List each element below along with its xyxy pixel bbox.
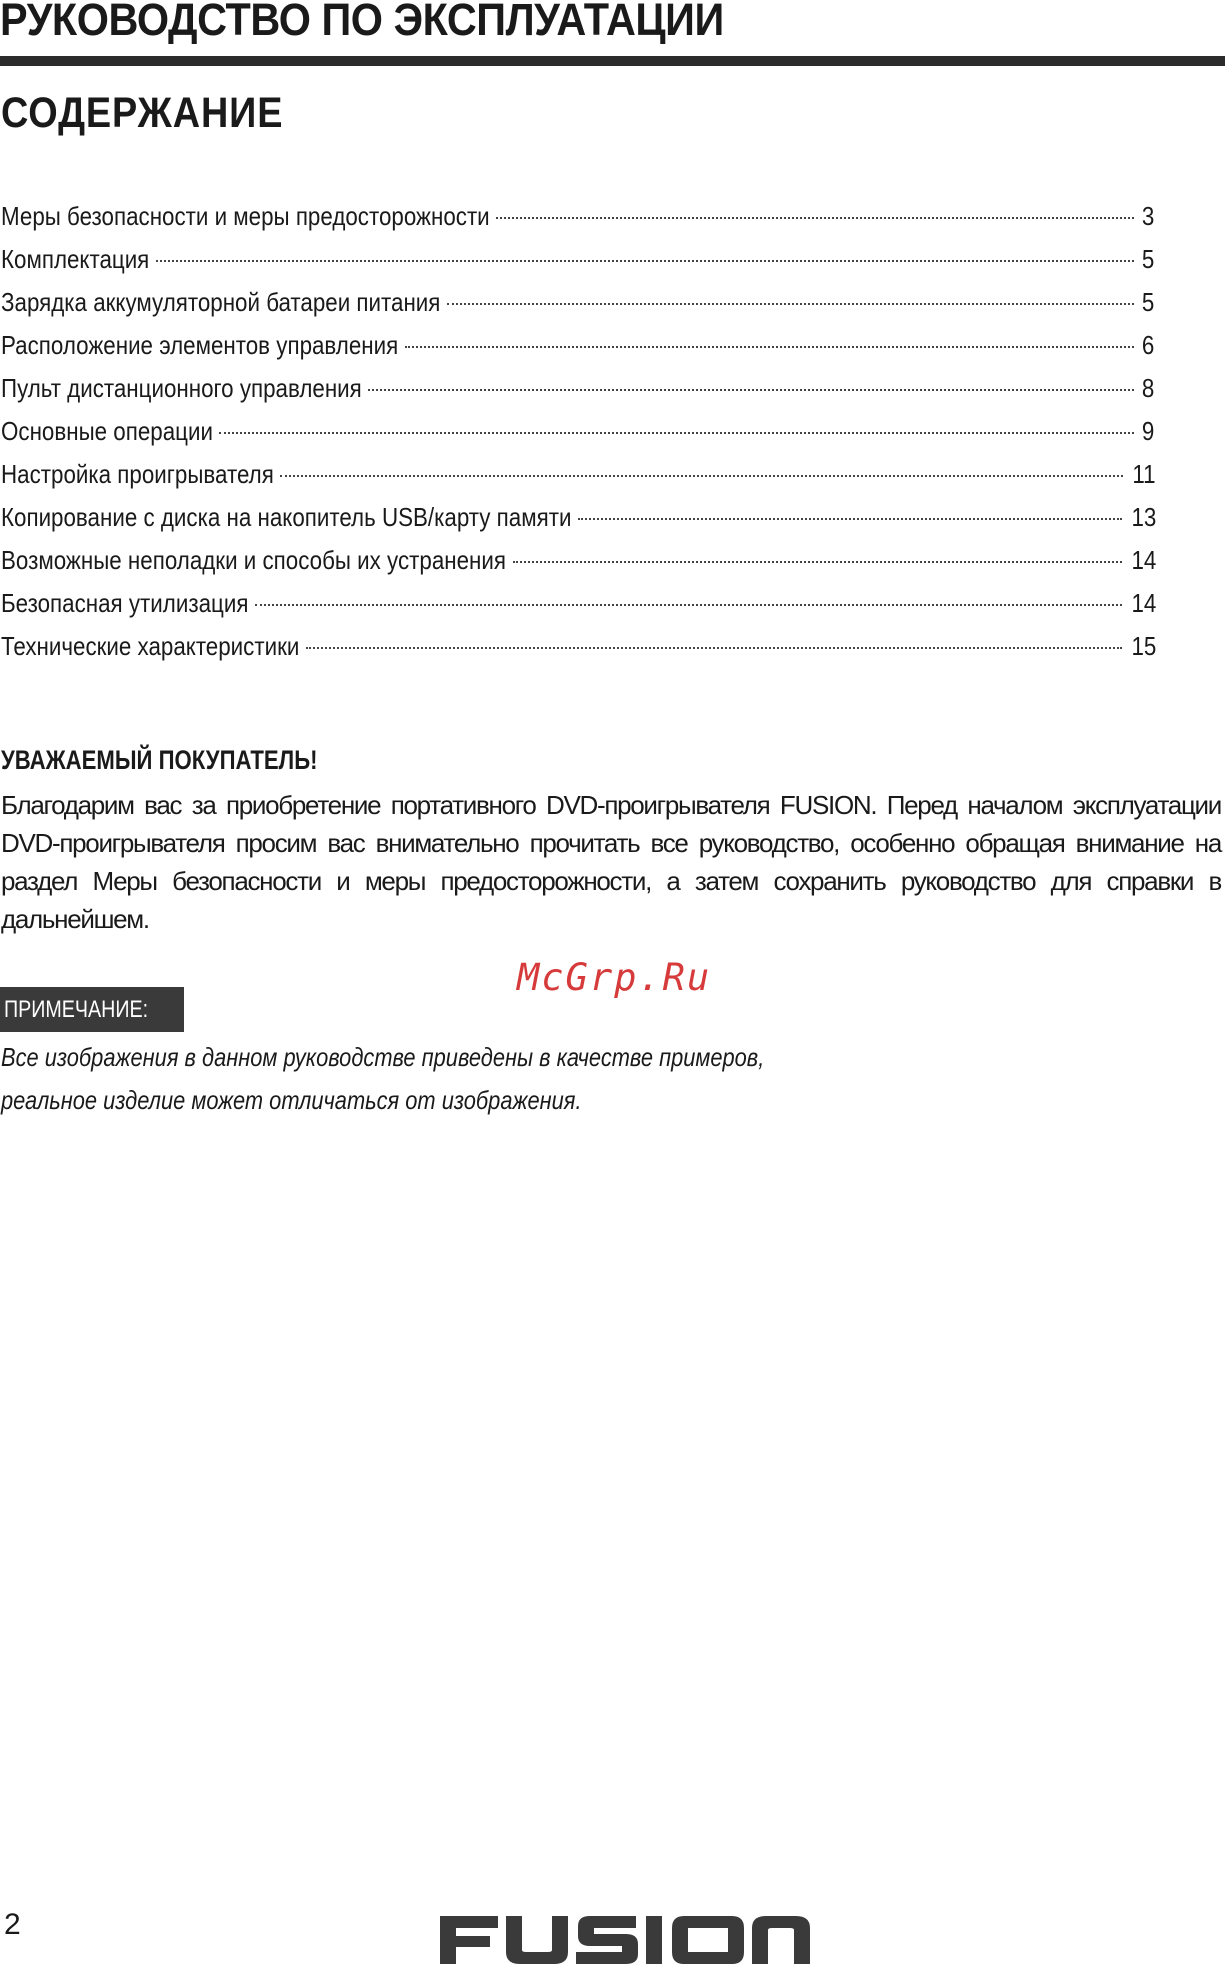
- toc-entry-page: 14: [1131, 588, 1157, 618]
- greeting-text: Благодарим вас за приобретение портативного DVD-проигрывателя FUSION. Перед началом эксплуатации DVD-проигрывателя просим вас внимательно прочитать все руководство, особенно обращая внимание на раздел Меры безопасности и меры предосторожности, а затем сохранить руководство для справки в дальнейшем.: [1, 790, 1221, 934]
- toc-entry: [1, 416, 1153, 459]
- header-rule: [0, 56, 1225, 66]
- toc-entry-page: 6: [1141, 330, 1155, 360]
- note-line-1: Все изображения в данном руководстве приведены в качестве примеров,: [1, 1042, 765, 1072]
- page-number: 2: [4, 1908, 21, 1941]
- toc-entry-page: 15: [1131, 631, 1157, 661]
- toc-leader-dots: [255, 604, 1122, 606]
- note-line-2: реальное изделие может отличаться от изображения.: [1, 1085, 582, 1115]
- toc-entry: [1, 287, 1153, 330]
- toc-entry-label: Основные операции: [1, 416, 213, 446]
- toc-leader-dots: [368, 389, 1134, 391]
- toc-entry-page: 11: [1132, 459, 1156, 489]
- toc-entry-label: Пульт дистанционного управления: [1, 373, 362, 403]
- toc-leader-dots: [156, 260, 1134, 262]
- toc-entry-page: 14: [1131, 545, 1157, 575]
- note-badge: [0, 987, 184, 1032]
- document-header-title: РУКОВОДСТВО ПО ЭКСПЛУАТАЦИИ: [0, 0, 724, 45]
- toc-leader-dots: [280, 475, 1123, 477]
- toc-entry: [1, 330, 1153, 373]
- toc-leader-dots: [496, 217, 1134, 219]
- toc-entry: [1, 588, 1157, 631]
- toc-leader-dots: [219, 432, 1134, 434]
- toc-entry-page: 9: [1141, 416, 1155, 446]
- greeting-title: УВАЖАЕМЫЙ ПОКУПАТЕЛЬ!: [1, 745, 318, 775]
- toc-entry-page: 13: [1131, 502, 1157, 532]
- toc-entry: [1, 502, 1157, 545]
- watermark: McGrp.Ru: [517, 956, 712, 999]
- note-text: [1, 1036, 764, 1122]
- note-label: ПРИМЕЧАНИЕ:: [4, 996, 149, 1023]
- toc-entry-label: Комплектация: [1, 244, 150, 274]
- toc-leader-dots: [578, 518, 1122, 520]
- toc-leader-dots: [513, 561, 1122, 563]
- toc-entry-label: Настройка проигрывателя: [1, 459, 274, 489]
- toc-leader-dots: [306, 647, 1122, 649]
- toc-entry-label: Зарядка аккумуляторной батареи питания: [1, 287, 441, 317]
- toc-leader-dots: [405, 346, 1134, 348]
- toc-entry: [1, 244, 1153, 287]
- toc-entry: [1, 373, 1153, 416]
- toc-entry-page: 3: [1141, 201, 1155, 231]
- toc-entry-page: 8: [1141, 373, 1155, 403]
- toc-entry-label: Технические характеристики: [1, 631, 300, 661]
- contents-title: СОДЕРЖАНИЕ: [1, 89, 284, 137]
- toc-entry-label: Копирование с диска на накопитель USB/карту памяти: [1, 502, 572, 532]
- toc-entry: [1, 459, 1156, 502]
- toc-entry-page: 5: [1141, 244, 1155, 274]
- toc-entry-page: 5: [1141, 287, 1155, 317]
- toc-entry: [1, 631, 1157, 674]
- toc-entry-label: Расположение элементов управления: [1, 330, 399, 360]
- fusion-logo: [440, 1912, 810, 1966]
- toc-entry: [1, 545, 1157, 588]
- toc-entry: [1, 201, 1153, 244]
- toc-entry-label: Меры безопасности и меры предосторожности: [1, 201, 490, 231]
- toc-leader-dots: [447, 303, 1134, 305]
- table-of-contents: [1, 201, 1157, 674]
- toc-entry-label: Возможные неполадки и способы их устранения: [1, 545, 507, 575]
- toc-entry-label: Безопасная утилизация: [1, 588, 249, 618]
